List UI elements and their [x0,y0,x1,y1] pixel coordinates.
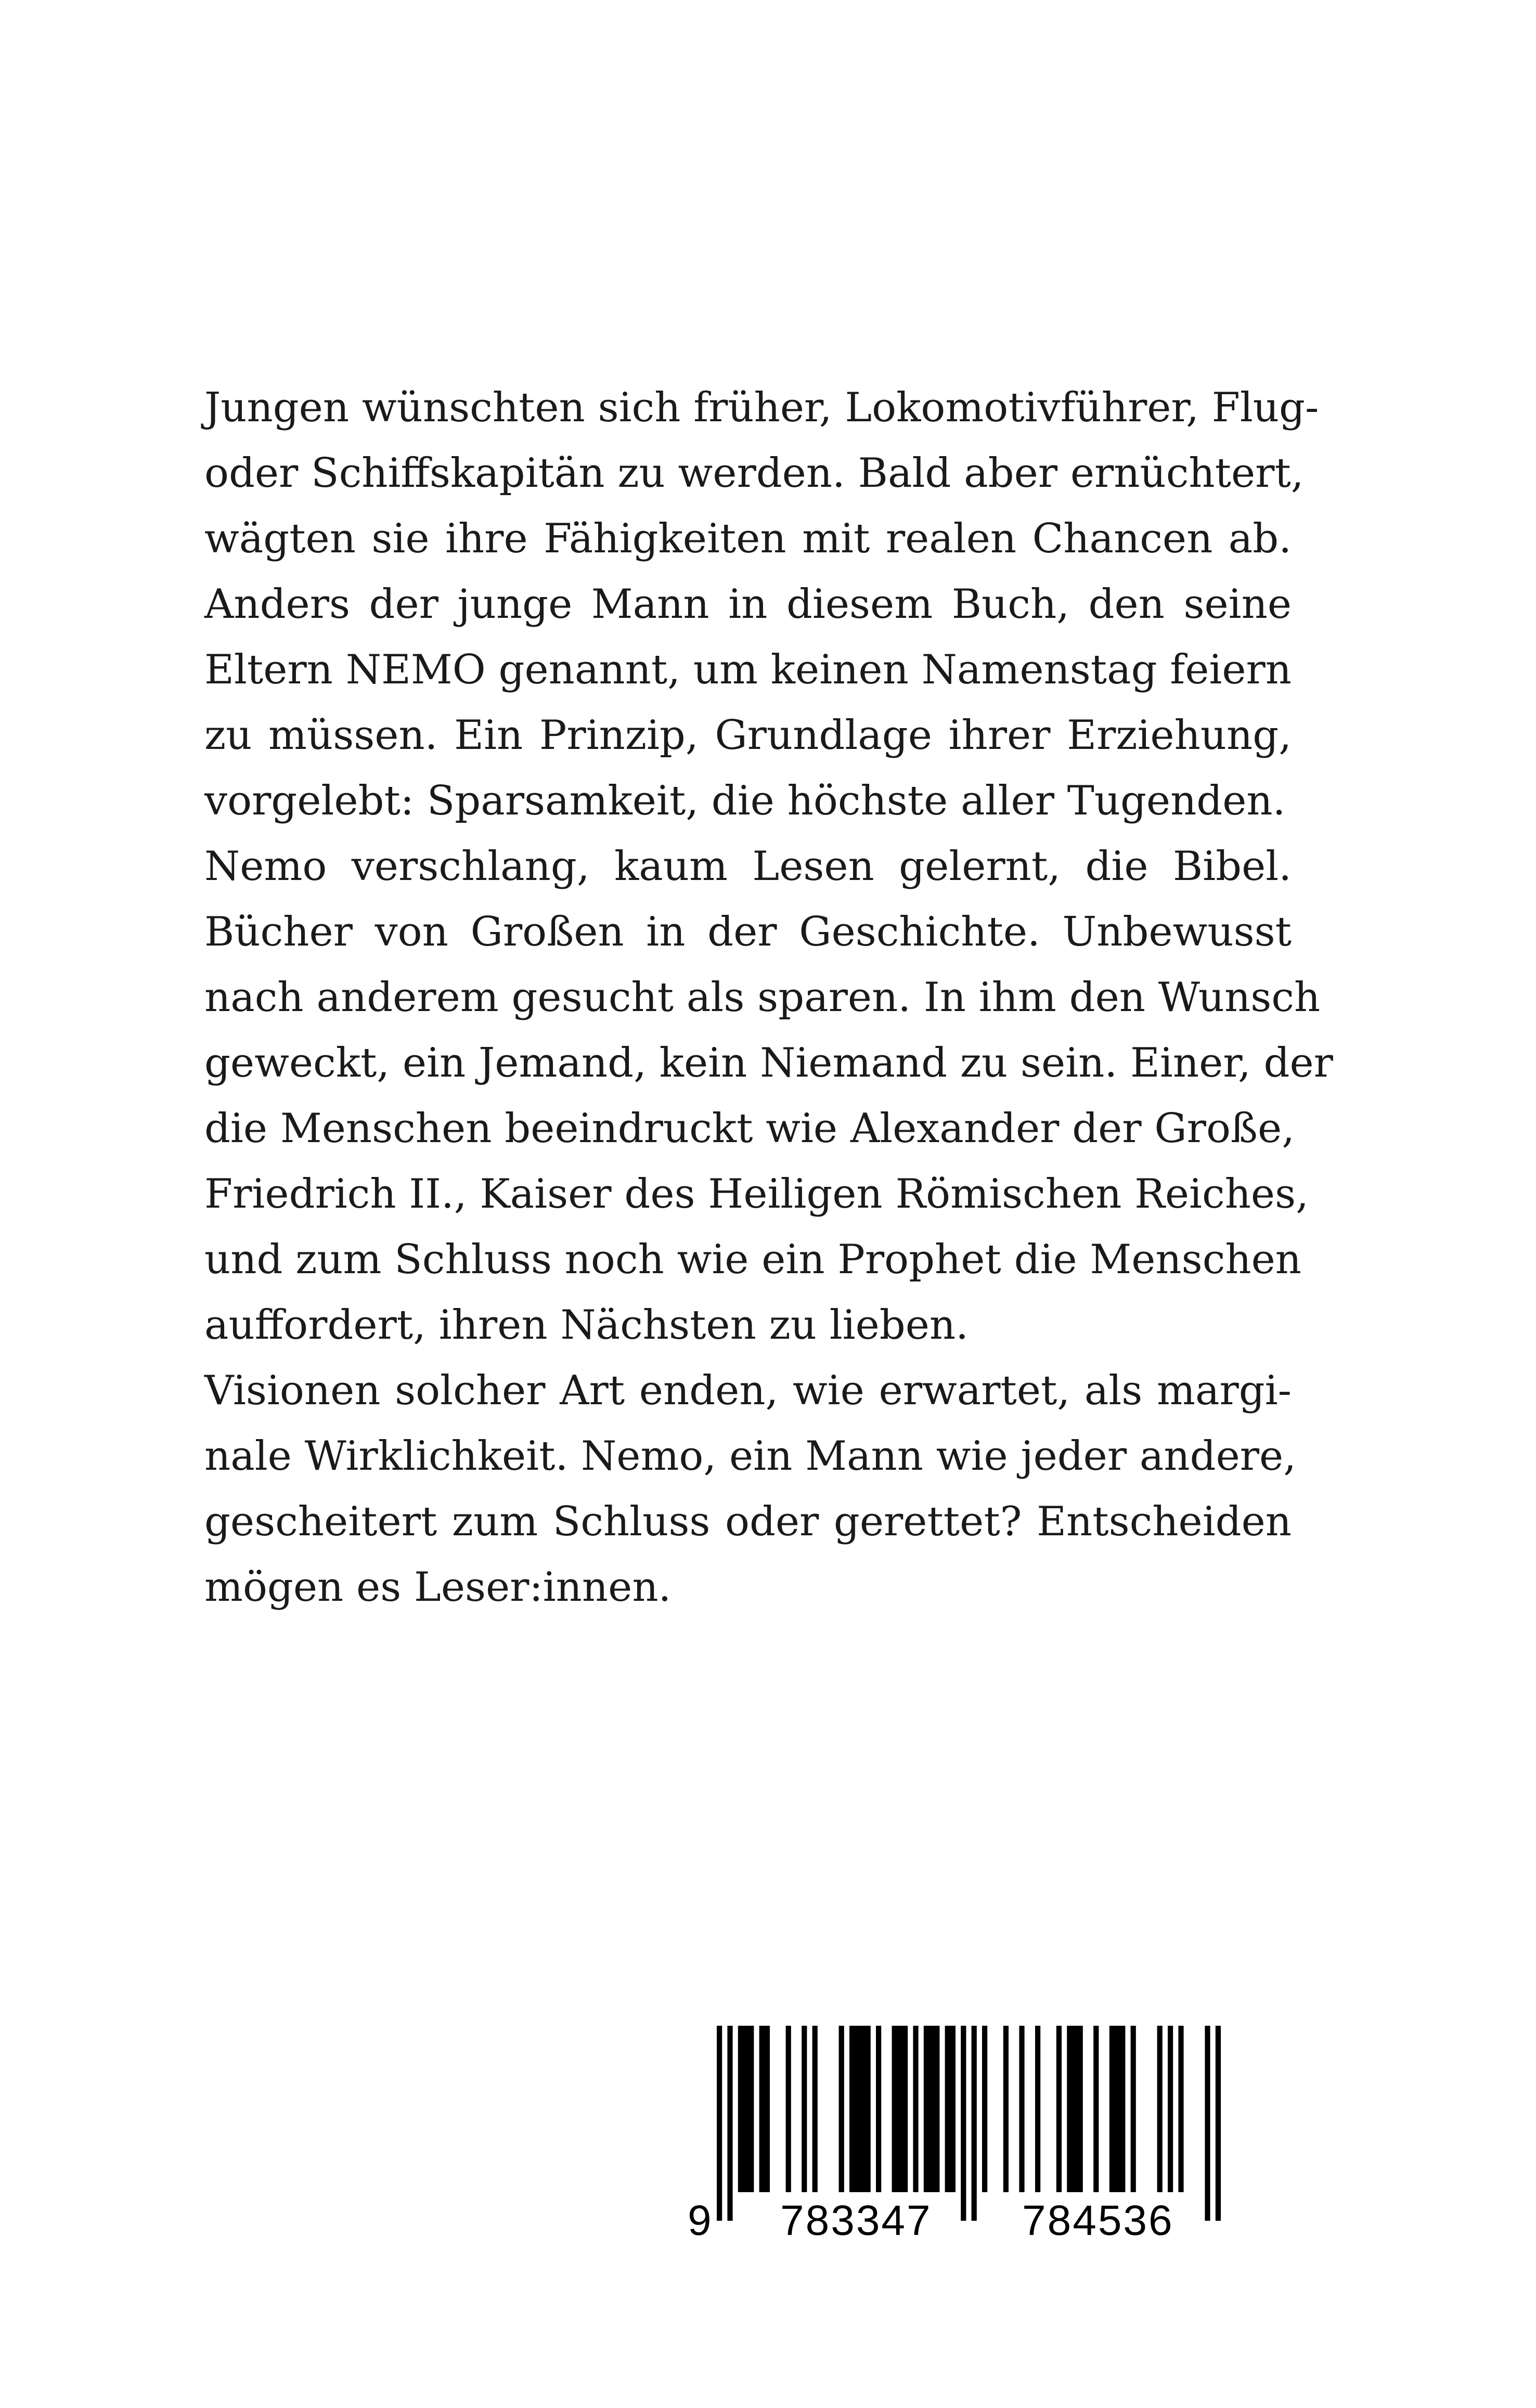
barcode-bar [924,2026,940,2192]
blurb-line: nale Wirklichkeit. Nemo, ein Mann wie jeder andere, [204,1433,1296,1480]
blurb-line: auffordert, ihren Nächsten zu lieben. [204,1302,969,1349]
barcode-bar [913,2026,918,2192]
barcode-bar [1035,2026,1040,2192]
barcode-bar [1157,2026,1163,2192]
barcode-bar [1056,2026,1062,2192]
blurb-line: Visionen solcher Art enden, wie erwartet, als margi- [204,1367,1292,1414]
blurb-line: oder Schiffskapitän zu werden. Bald aber ernüchtert, [204,450,1304,497]
blurb-line: die Menschen beeindruckt wie Alexander der Große, [204,1105,1295,1152]
barcode-guard-bar [717,2026,722,2221]
back-cover-blurb [204,375,1333,1620]
barcode-left-digits: 783347 [780,2197,932,2244]
barcode-guard-bar [1205,2026,1210,2221]
barcode-bar [1178,2026,1183,2192]
blurb-line: nach anderem gesucht als sparen. In ihm den Wunsch [204,974,1321,1021]
barcode-guard-bar [961,2026,966,2221]
barcode-bar [849,2026,871,2192]
isbn-barcode [676,2026,1246,2255]
barcode-bar [1131,2026,1136,2192]
blurb-line: wägten sie ihre Fähigkeiten mit realen Chancen ab. [204,515,1292,562]
barcode-bar [1109,2026,1126,2192]
barcode-bar [1019,2026,1024,2192]
blurb-line: und zum Schluss noch wie ein Prophet die Menschen [204,1236,1302,1283]
barcode-bar [1093,2026,1099,2192]
barcode-bar [802,2026,807,2192]
blurb-line: gescheitert zum Schluss oder gerettet? Entscheiden [204,1498,1292,1545]
barcode-bar [982,2026,987,2192]
barcode-right-digits: 784536 [1022,2197,1174,2244]
blurb-line: vorgelebt: Sparsamkeit, die höchste aller Tugenden. [204,778,1286,824]
barcode-bar [945,2026,956,2192]
blurb-line: zu müssen. Ein Prinzip, Grundlage ihrer Erziehung, [204,712,1292,759]
barcode-bar [786,2026,791,2192]
barcode-bar [1067,2026,1083,2192]
barcode-bar [738,2026,754,2192]
blurb-line: Jungen wünschten sich früher, Lokomotivführer, Flug- [204,384,1319,431]
blurb-line: geweckt, ein Jemand, kein Niemand zu sein. Einer, der [204,1040,1333,1086]
blurb-line: mögen es Leser:innen. [204,1564,672,1611]
barcode-bar [1003,2026,1009,2192]
barcode-guard-bar [727,2026,732,2221]
barcode-bar [892,2026,908,2192]
barcode-guard-bar [972,2026,977,2221]
barcode-lead-digit: 9 [688,2197,712,2244]
barcode-bar [812,2026,818,2192]
blurb-line: Friedrich II., Kaiser des Heiligen Römischen Reiches, [204,1171,1309,1218]
blurb-line: Eltern NEMO genannt, um keinen Namenstag feiern [204,646,1292,693]
blurb-line: Nemo verschlang, kaum Lesen gelernt, die Bibel. [204,843,1292,890]
barcode-bar [876,2026,881,2192]
blurb-line: Anders der junge Mann in diesem Buch, den seine [204,581,1292,628]
barcode-bar [1168,2026,1173,2192]
barcode-guard-bar [1216,2026,1221,2221]
blurb-line: Bücher von Großen in der Geschichte. Unbewusst [204,909,1292,955]
barcode-bar [759,2026,770,2192]
barcode-bar [839,2026,844,2192]
